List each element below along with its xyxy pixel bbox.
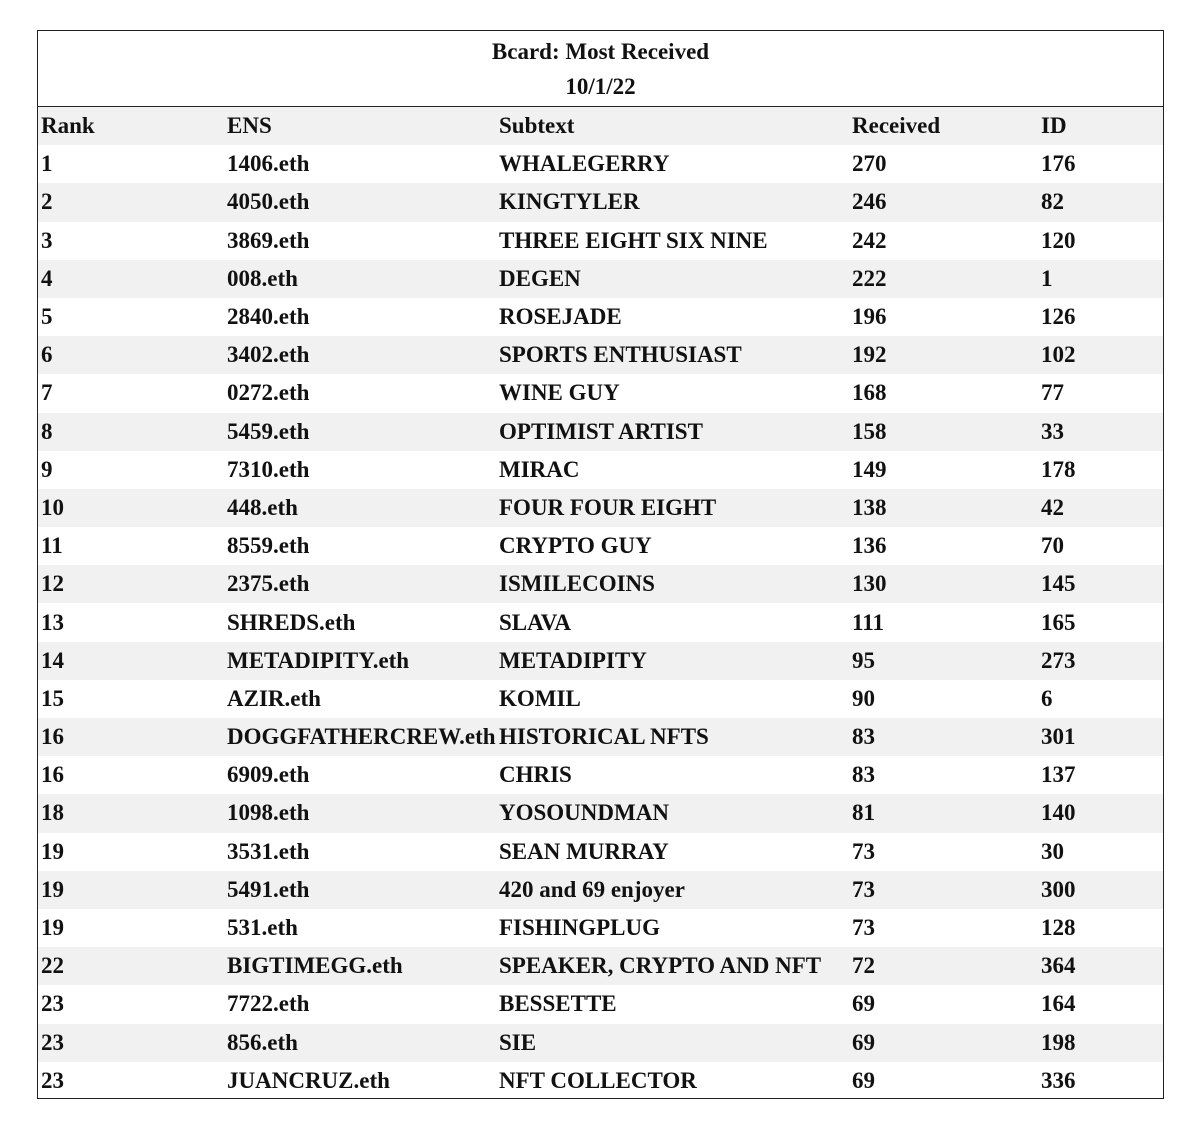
cell-rank: 5	[41, 304, 53, 330]
table-row	[38, 947, 1163, 985]
table-body	[38, 107, 1163, 1099]
cell-rank: 23	[38, 1024, 227, 1062]
cell-rank: 10	[38, 489, 227, 527]
cell-rank: 12	[38, 565, 227, 603]
table-row	[38, 298, 1163, 336]
cell-received: 192	[852, 336, 1041, 374]
cell-received: 83	[852, 718, 1041, 756]
cell-id: 178	[1041, 456, 1076, 482]
column-header-rank: Rank	[38, 107, 227, 145]
table-row	[38, 871, 1163, 909]
cell-subtext: ISMILECOINS	[499, 565, 852, 603]
cell-ens: 2840.eth	[227, 304, 310, 330]
cell-id: 42	[1041, 489, 1163, 527]
cell-ens: METADIPITY.eth	[227, 642, 499, 680]
cell-subtext: KOMIL	[499, 685, 581, 711]
cell-received: 130	[852, 565, 1041, 603]
cell-received: 222	[852, 260, 1041, 298]
table-row	[38, 985, 1163, 1023]
cell-subtext: ROSEJADE	[499, 304, 622, 330]
leaderboard-table	[38, 107, 1163, 1099]
cell-rank: 19	[41, 838, 64, 864]
cell-rank: 7	[41, 380, 53, 406]
cell-subtext: HISTORICAL NFTS	[499, 718, 852, 756]
cell-rank: 13	[41, 609, 64, 635]
cell-id: 102	[1041, 336, 1163, 374]
cell-subtext: DEGEN	[499, 260, 852, 298]
cell-received: 69	[852, 1024, 1041, 1062]
cell-subtext: WINE GUY	[499, 380, 620, 406]
cell-ens: SHREDS.eth	[227, 609, 356, 635]
cell-subtext: FISHINGPLUG	[499, 915, 661, 941]
table-row	[38, 565, 1163, 603]
cell-received: 73	[852, 915, 875, 941]
cell-id: 273	[1041, 642, 1163, 680]
cell-rank: 16	[41, 762, 64, 788]
cell-subtext: CHRIS	[499, 762, 572, 788]
cell-id: 6	[1041, 685, 1053, 711]
cell-received: 136	[852, 533, 887, 559]
table-row	[38, 527, 1163, 565]
cell-id: 126	[1041, 304, 1076, 330]
sheet-date: 10/1/22	[565, 74, 636, 99]
cell-received: 69	[852, 1067, 875, 1093]
cell-rank: 11	[41, 533, 63, 559]
cell-rank: 19	[38, 871, 227, 909]
cell-received: 69	[852, 991, 875, 1017]
cell-subtext: SPEAKER, CRYPTO AND NFT	[499, 947, 852, 985]
leaderboard-sheet	[37, 30, 1164, 1099]
cell-id: 364	[1041, 947, 1163, 985]
cell-received: 196	[852, 304, 887, 330]
cell-subtext: 420 and 69 enjoyer	[499, 871, 852, 909]
cell-subtext: CRYPTO GUY	[499, 533, 652, 559]
cell-ens: 3402.eth	[227, 336, 499, 374]
table-row	[38, 1024, 1163, 1062]
cell-subtext: METADIPITY	[499, 642, 852, 680]
cell-ens: 0272.eth	[227, 380, 310, 406]
cell-subtext: THREE EIGHT SIX NINE	[499, 227, 768, 253]
cell-ens: 7722.eth	[227, 991, 310, 1017]
cell-ens: 448.eth	[227, 489, 499, 527]
table-row	[38, 222, 1163, 260]
cell-subtext: SPORTS ENTHUSIAST	[499, 336, 852, 374]
cell-received: 168	[852, 380, 887, 406]
cell-ens: 8559.eth	[227, 533, 310, 559]
cell-id: 198	[1041, 1024, 1163, 1062]
cell-id: 145	[1041, 565, 1163, 603]
cell-id: 336	[1041, 1067, 1076, 1093]
cell-subtext: SIE	[499, 1024, 852, 1062]
cell-received: 83	[852, 762, 875, 788]
cell-ens: 2375.eth	[227, 565, 499, 603]
cell-ens: 6909.eth	[227, 762, 310, 788]
cell-ens: 3531.eth	[227, 838, 310, 864]
table-row	[38, 642, 1163, 680]
cell-id: 70	[1041, 533, 1064, 559]
cell-rank: 8	[38, 413, 227, 451]
cell-ens: JUANCRUZ.eth	[227, 1067, 390, 1093]
cell-rank: 3	[41, 227, 53, 253]
cell-subtext: BESSETTE	[499, 991, 617, 1017]
cell-subtext: NFT COLLECTOR	[499, 1067, 697, 1093]
cell-received: 111	[852, 609, 884, 635]
cell-subtext: FOUR FOUR EIGHT	[499, 489, 852, 527]
cell-id: 140	[1041, 794, 1163, 832]
cell-received: 73	[852, 838, 875, 864]
cell-id: 82	[1041, 183, 1163, 221]
cell-rank: 23	[41, 1067, 64, 1093]
cell-received: 72	[852, 947, 1041, 985]
cell-rank: 15	[41, 685, 64, 711]
cell-id: 137	[1041, 762, 1076, 788]
cell-id: 1	[1041, 260, 1163, 298]
table-row	[38, 680, 1163, 718]
cell-id: 77	[1041, 380, 1064, 406]
table-row	[38, 603, 1163, 641]
cell-id: 300	[1041, 871, 1163, 909]
cell-received: 81	[852, 794, 1041, 832]
cell-id: 165	[1041, 609, 1076, 635]
cell-subtext: SEAN MURRAY	[499, 838, 669, 864]
cell-id: 30	[1041, 838, 1064, 864]
cell-received: 158	[852, 413, 1041, 451]
table-row	[38, 833, 1163, 871]
table-row	[38, 489, 1163, 527]
table-row	[38, 336, 1163, 374]
cell-ens: 7310.eth	[227, 456, 310, 482]
cell-ens: 3869.eth	[227, 227, 310, 253]
table-row	[38, 374, 1163, 412]
table-row	[38, 145, 1163, 183]
cell-subtext: MIRAC	[499, 456, 580, 482]
cell-rank: 19	[41, 915, 64, 941]
cell-id: 120	[1041, 227, 1076, 253]
table-row	[38, 413, 1163, 451]
cell-rank: 6	[38, 336, 227, 374]
cell-subtext: WHALEGERRY	[499, 151, 670, 177]
cell-id: 128	[1041, 915, 1076, 941]
cell-ens: AZIR.eth	[227, 685, 321, 711]
cell-rank: 23	[41, 991, 64, 1017]
table-row	[38, 756, 1163, 794]
header-row	[38, 107, 1163, 145]
cell-rank: 2	[38, 183, 227, 221]
table-row	[38, 451, 1163, 489]
cell-received: 73	[852, 871, 1041, 909]
cell-ens: 1098.eth	[227, 794, 499, 832]
cell-rank: 1	[41, 151, 53, 177]
cell-ens: 5459.eth	[227, 413, 499, 451]
cell-subtext: YOSOUNDMAN	[499, 794, 852, 832]
cell-ens: 856.eth	[227, 1024, 499, 1062]
table-row	[38, 909, 1163, 947]
cell-rank: 22	[38, 947, 227, 985]
table-row	[38, 183, 1163, 221]
sheet-title: Bcard: Most Received	[491, 39, 710, 64]
cell-ens: 531.eth	[227, 915, 298, 941]
column-header-received: Received	[852, 107, 1041, 145]
table-row	[38, 1062, 1163, 1099]
cell-rank: 4	[38, 260, 227, 298]
cell-rank: 9	[41, 456, 53, 482]
cell-received: 95	[852, 642, 1041, 680]
cell-id: 164	[1041, 991, 1076, 1017]
cell-received: 90	[852, 685, 875, 711]
cell-ens: DOGGFATHERCREW.eth	[227, 718, 499, 756]
column-header-id: ID	[1041, 107, 1163, 145]
cell-ens: 1406.eth	[227, 151, 310, 177]
cell-rank: 14	[38, 642, 227, 680]
cell-ens: 4050.eth	[227, 183, 499, 221]
cell-rank: 18	[38, 794, 227, 832]
cell-received: 242	[852, 227, 887, 253]
cell-id: 176	[1041, 151, 1076, 177]
cell-subtext: SLAVA	[499, 609, 572, 635]
title-block	[38, 31, 1163, 107]
cell-ens: BIGTIMEGG.eth	[227, 947, 499, 985]
cell-id: 301	[1041, 718, 1163, 756]
cell-rank: 16	[38, 718, 227, 756]
column-header-subtext: Subtext	[499, 107, 852, 145]
cell-ens: 5491.eth	[227, 871, 499, 909]
table-row	[38, 260, 1163, 298]
cell-ens: 008.eth	[227, 260, 499, 298]
cell-subtext: OPTIMIST ARTIST	[499, 413, 852, 451]
table-row	[38, 794, 1163, 832]
column-header-ens: ENS	[227, 107, 499, 145]
table-row	[38, 718, 1163, 756]
cell-id: 33	[1041, 413, 1163, 451]
cell-received: 149	[852, 456, 887, 482]
cell-subtext: KINGTYLER	[499, 183, 852, 221]
cell-received: 246	[852, 183, 1041, 221]
cell-received: 270	[852, 151, 887, 177]
cell-received: 138	[852, 489, 1041, 527]
